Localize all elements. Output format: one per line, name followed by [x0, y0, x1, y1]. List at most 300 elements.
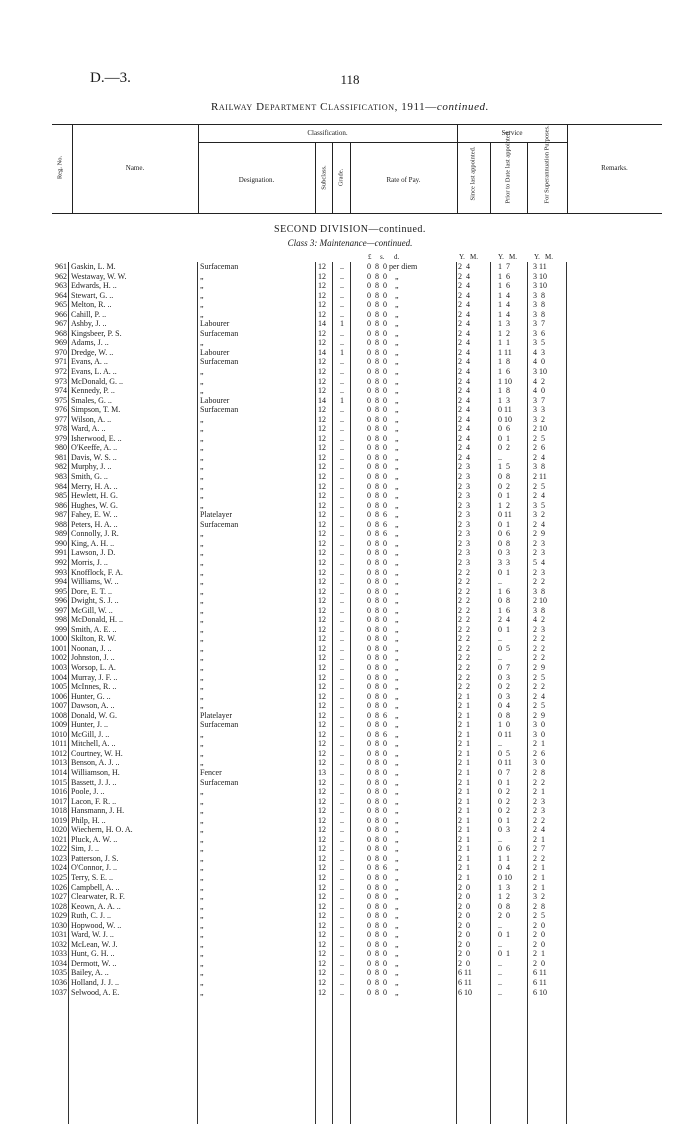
cell-grd: .. [340, 424, 344, 434]
cell-no: 1012 [51, 748, 67, 758]
cell-name: Wilson, A. .. [71, 414, 112, 424]
service-header: Service [501, 129, 523, 137]
cell-rate: 0 8 0 „ [367, 319, 399, 329]
cell-grd: .. [340, 567, 344, 577]
cell-s1: 2 4 [458, 405, 470, 415]
cell-s2: .. [498, 920, 502, 930]
cell-sub: 12 [318, 758, 326, 768]
cell-s3: 4 3 [533, 347, 545, 357]
cell-sub: 12 [318, 481, 326, 491]
cell-name: Gaskin, L. M. [71, 262, 116, 271]
cell-grd: .. [340, 634, 344, 644]
cell-rate: 0 8 0 „ [367, 662, 399, 672]
cell-grd: .. [340, 443, 344, 453]
table-row [30, 319, 670, 329]
cell-desig: „ [200, 452, 204, 462]
cell-name: Evans, A. .. [71, 357, 108, 367]
table-row [30, 472, 670, 482]
cell-s2: .. [498, 834, 502, 844]
cell-s2: .. [498, 968, 502, 978]
cell-s3: 2 4 [533, 452, 545, 462]
cell-s3: 3 5 [533, 338, 545, 348]
cell-desig: „ [200, 882, 204, 892]
cell-sub: 12 [318, 834, 326, 844]
cell-grd: .. [340, 939, 344, 949]
cell-rate: 0 8 0 „ [367, 653, 399, 663]
cell-grd: .. [340, 739, 344, 749]
cell-desig: „ [200, 949, 204, 959]
classification-header: Classification. [307, 129, 348, 137]
table-row [30, 930, 670, 940]
cell-no: 1006 [51, 691, 67, 701]
table-row [30, 663, 670, 673]
table-row [30, 587, 670, 597]
cell-s3: 2 8 [533, 901, 545, 911]
table-row [30, 806, 670, 816]
cell-name: Hunter, G. .. [71, 691, 111, 701]
table-row [30, 338, 670, 348]
cell-grd: .. [340, 920, 344, 930]
cell-s3: 2 4 [533, 491, 545, 501]
cell-s2: 0 1 [498, 777, 510, 787]
cell-name: Ashby, J. .. [71, 319, 107, 329]
cell-no: 1037 [51, 987, 67, 997]
cell-s1: 2 0 [458, 882, 470, 892]
table-row [30, 596, 670, 606]
cell-sub: 12 [318, 271, 326, 281]
cell-grd: .. [340, 777, 344, 787]
cell-name: Patterson, J. S. [71, 853, 119, 863]
cell-sub: 12 [318, 472, 326, 482]
cell-s2: 0 2 [498, 806, 510, 816]
cell-rate: 0 8 6 „ [367, 529, 399, 539]
cell-no: 1003 [51, 662, 67, 672]
cell-grd: .. [340, 958, 344, 968]
cell-grd: .. [340, 911, 344, 921]
cell-sub: 12 [318, 357, 326, 367]
cell-rate: 0 8 0 „ [367, 920, 399, 930]
designation-header: Designation. [238, 176, 275, 184]
cell-sub: 12 [318, 367, 326, 377]
cell-grd: .. [340, 262, 344, 271]
cell-sub: 12 [318, 682, 326, 692]
cell-desig: „ [200, 787, 204, 797]
cell-sub: 12 [318, 720, 326, 730]
cell-rate: 0 8 6 „ [367, 863, 399, 873]
cell-name: Peters, H. A. .. [71, 519, 118, 529]
cell-no: 996 [55, 596, 67, 606]
cell-desig: „ [200, 939, 204, 949]
cell-s3: 2 1 [533, 873, 545, 882]
cell-grd: .. [340, 615, 344, 625]
table-row [30, 758, 670, 768]
cell-sub: 12 [318, 873, 326, 882]
cell-grd: .. [340, 729, 344, 739]
page-number: 118 [340, 72, 360, 87]
table-row [30, 653, 670, 663]
cell-s2: 1 6 [498, 281, 510, 291]
cell-no: 995 [55, 586, 67, 596]
cell-sub: 12 [318, 653, 326, 663]
cell-grd: .. [340, 662, 344, 672]
cell-sub: 12 [318, 557, 326, 567]
cell-s2: 1 8 [498, 386, 510, 396]
cell-grd: .. [340, 290, 344, 300]
cell-no: 975 [55, 395, 67, 405]
cell-desig: „ [200, 290, 204, 300]
cell-s3: 2 2 [533, 853, 545, 863]
cell-desig: „ [200, 892, 204, 902]
cell-no: 1029 [51, 911, 67, 921]
cell-sub: 12 [318, 911, 326, 921]
cell-sub: 12 [318, 548, 326, 558]
cell-grd: .. [340, 557, 344, 567]
cell-no: 971 [55, 357, 67, 367]
month-label-1: M. [470, 253, 478, 261]
cell-rate: 0 8 6 „ [367, 510, 399, 520]
cell-name: Ruth, C. J. .. [71, 911, 112, 921]
cell-desig: „ [200, 586, 204, 596]
cell-s2: 1 1 [498, 338, 510, 348]
cell-grd: .. [340, 605, 344, 615]
cell-s3: 3 10 [533, 367, 547, 377]
cell-s2: 1 4 [498, 300, 510, 310]
cell-s2: .. [498, 939, 502, 949]
table-row [30, 462, 670, 472]
cell-rate: 0 8 0 „ [367, 806, 399, 816]
cell-sub: 12 [318, 796, 326, 806]
cell-name: Benson, A. J. .. [71, 758, 120, 768]
year-label-1: Y. [459, 253, 465, 261]
cell-s2: 0 1 [498, 567, 510, 577]
cell-sub: 12 [318, 892, 326, 902]
cell-s1: 2 3 [458, 500, 470, 510]
cell-s1: 2 1 [458, 853, 470, 863]
cell-desig: „ [200, 271, 204, 281]
cell-s3: 2 1 [533, 834, 545, 844]
cell-desig: Surfaceman [200, 262, 239, 271]
cell-name: Westaway, W. W. [71, 271, 127, 281]
cell-sub: 12 [318, 643, 326, 653]
cell-s1: 2 1 [458, 777, 470, 787]
cell-rate: 0 8 0 „ [367, 892, 399, 902]
cell-desig: „ [200, 538, 204, 548]
cell-rate: 0 8 0 „ [367, 605, 399, 615]
cell-no: 981 [55, 452, 67, 462]
cell-grd: .. [340, 672, 344, 682]
cell-s2: 1 3 [498, 395, 510, 405]
cell-no: 999 [55, 624, 67, 634]
cell-no: 1031 [51, 930, 67, 940]
cell-desig: „ [200, 978, 204, 988]
cell-sub: 14 [318, 395, 326, 405]
cell-s1: 2 1 [458, 815, 470, 825]
cell-desig: „ [200, 386, 204, 396]
cell-name: Bassett, J. J. .. [71, 777, 117, 787]
cell-name: Noonan, J. .. [71, 643, 112, 653]
cell-desig: Labourer [200, 319, 230, 329]
cell-s3: 2 2 [533, 577, 545, 587]
cell-grd: .. [340, 577, 344, 587]
cell-s3: 2 3 [533, 548, 545, 558]
cell-desig: „ [200, 968, 204, 978]
cell-desig: Surfaceman [200, 328, 239, 338]
year-label-2: Y. [498, 253, 504, 261]
cell-sub: 12 [318, 806, 326, 816]
table-row [30, 615, 670, 625]
cell-name: Williams, W. .. [71, 577, 119, 587]
cell-desig: „ [200, 758, 204, 768]
cell-sub: 12 [318, 386, 326, 396]
table-row [30, 892, 670, 902]
cell-s1: 2 2 [458, 682, 470, 692]
cell-grd: .. [340, 357, 344, 367]
cell-desig: „ [200, 481, 204, 491]
cell-rate: 0 8 0 „ [367, 491, 399, 501]
cell-sub: 12 [318, 949, 326, 959]
cell-name: McInnes, R. .. [71, 682, 117, 692]
cell-desig: „ [200, 376, 204, 386]
cell-name: Davis, W. S. .. [71, 452, 117, 462]
cell-s3: 4 2 [533, 376, 545, 386]
cell-s2: 1 0 [498, 720, 510, 730]
cell-desig: „ [200, 309, 204, 319]
table-row [30, 701, 670, 711]
cell-s1: 2 2 [458, 624, 470, 634]
cell-s1: 2 4 [458, 319, 470, 329]
cell-no: 1030 [51, 920, 67, 930]
cell-sub: 12 [318, 586, 326, 596]
table-row [30, 778, 670, 788]
cell-s3: 3 7 [533, 395, 545, 405]
cell-name: Smith, G. .. [71, 472, 108, 482]
cell-s3: 2 9 [533, 662, 545, 672]
cell-grd: .. [340, 834, 344, 844]
cell-s2: 0 1 [498, 433, 510, 443]
cell-s3: 3 10 [533, 281, 547, 291]
cell-s1: 2 2 [458, 662, 470, 672]
table-row [30, 873, 670, 883]
cell-name: Dermott, W. .. [71, 958, 117, 968]
cell-name: Kingsbeer, P. S. [71, 328, 122, 338]
cell-s3: 4 0 [533, 386, 545, 396]
cell-rate: 0 8 0 „ [367, 939, 399, 949]
table-row [30, 835, 670, 845]
cell-desig: „ [200, 691, 204, 701]
cell-s3: 2 7 [533, 844, 545, 854]
cell-no: 967 [55, 319, 67, 329]
cell-s1: 2 4 [458, 300, 470, 310]
cell-s1: 2 3 [458, 519, 470, 529]
table-header [52, 124, 662, 214]
cell-s2: 0 10 [498, 414, 512, 424]
cell-s1: 2 1 [458, 739, 470, 749]
cell-s3: 4 2 [533, 615, 545, 625]
cell-sub: 12 [318, 290, 326, 300]
cell-grd: .. [340, 328, 344, 338]
cell-grd: .. [340, 787, 344, 797]
cell-grd: .. [340, 300, 344, 310]
cell-name: McDonald, H. .. [71, 615, 123, 625]
cell-sub: 12 [318, 405, 326, 415]
cell-desig: „ [200, 605, 204, 615]
cell-rate: 0 8 0 „ [367, 624, 399, 634]
cell-grd: .. [340, 978, 344, 988]
cell-s3: 2 2 [533, 777, 545, 787]
cell-name: Terry, S. E. .. [71, 873, 114, 882]
cell-desig: Platelayer [200, 710, 232, 720]
table-row [30, 510, 670, 520]
cell-no: 1026 [51, 882, 67, 892]
pound-label: £ [368, 253, 372, 261]
cell-sub: 12 [318, 901, 326, 911]
cell-no: 1018 [51, 806, 67, 816]
cell-desig: „ [200, 281, 204, 291]
cell-name: Hopwood, W. .. [71, 920, 122, 930]
cell-s3: 2 1 [533, 863, 545, 873]
cell-no: 1035 [51, 968, 67, 978]
cell-s2: .. [498, 978, 502, 988]
cell-no: 991 [55, 548, 67, 558]
cell-s3: 2 3 [533, 567, 545, 577]
month-label-3: M. [545, 253, 553, 261]
cell-rate: 0 8 0 „ [367, 873, 399, 882]
table-row [30, 539, 670, 549]
cell-s3: 3 8 [533, 309, 545, 319]
cell-s2: .. [498, 577, 502, 587]
table-row [30, 883, 670, 893]
cell-sub: 12 [318, 729, 326, 739]
cell-grd: .. [340, 844, 344, 854]
cell-no: 986 [55, 500, 67, 510]
subclass-header: Subclass. [320, 165, 328, 190]
cell-grd: .. [340, 796, 344, 806]
table-row [30, 396, 670, 406]
table-row [30, 377, 670, 387]
cell-s1: 2 4 [458, 281, 470, 291]
cell-desig: „ [200, 500, 204, 510]
cell-s1: 2 2 [458, 567, 470, 577]
cell-desig: „ [200, 557, 204, 567]
table-row [30, 816, 670, 826]
table-row [30, 453, 670, 463]
cell-grd: .. [340, 452, 344, 462]
cell-s3: 3 5 [533, 500, 545, 510]
cell-s3: 3 8 [533, 462, 545, 472]
cell-grd: .. [340, 987, 344, 997]
table-row [30, 787, 670, 797]
cell-sub: 12 [318, 519, 326, 529]
pence-label: d. [394, 253, 400, 261]
cell-rate: 0 8 0 „ [367, 767, 399, 777]
cell-s1: 2 1 [458, 758, 470, 768]
cell-name: Hughes, W. G. [71, 500, 118, 510]
table-row [30, 854, 670, 864]
cell-name: Cahill, P. .. [71, 309, 107, 319]
cell-grd: .. [340, 472, 344, 482]
cell-grd: .. [340, 748, 344, 758]
cell-s2: 0 3 [498, 825, 510, 835]
cell-name: Dawson, A. .. [71, 701, 115, 711]
cell-name: Edwards, H. .. [71, 281, 117, 291]
cell-rate: 0 8 0 „ [367, 548, 399, 558]
cell-no: 973 [55, 376, 67, 386]
cell-no: 969 [55, 338, 67, 348]
cell-grd: .. [340, 815, 344, 825]
cell-no: 1008 [51, 710, 67, 720]
cell-grd: .. [340, 433, 344, 443]
table-row [30, 625, 670, 635]
cell-desig: „ [200, 443, 204, 453]
cell-desig: Surfaceman [200, 519, 239, 529]
cell-s3: 2 3 [533, 796, 545, 806]
cell-sub: 12 [318, 739, 326, 749]
cell-grd: .. [340, 405, 344, 415]
prior-header: Prior to Date last appointed. [504, 130, 512, 204]
cell-desig: Surfaceman [200, 720, 239, 730]
cell-rate: 0 8 0 „ [367, 424, 399, 434]
cell-name: Poole, J. .. [71, 787, 105, 797]
cell-s3: 2 3 [533, 806, 545, 816]
cell-no: 990 [55, 538, 67, 548]
cell-no: 1007 [51, 701, 67, 711]
cell-name: Connolly, J. R. [71, 529, 119, 539]
cell-rate: 0 8 0 „ [367, 538, 399, 548]
cell-s1: 2 1 [458, 806, 470, 816]
cell-desig: „ [200, 548, 204, 558]
cell-s3: 3 2 [533, 510, 545, 520]
cell-no: 982 [55, 462, 67, 472]
cell-desig: „ [200, 729, 204, 739]
cell-sub: 12 [318, 624, 326, 634]
cell-s1: 2 1 [458, 691, 470, 701]
cell-no: 1000 [51, 634, 67, 644]
class-heading: Class 3: Maintenance—continued. [287, 238, 413, 248]
cell-rate: 0 8 0 „ [367, 825, 399, 835]
cell-s2: 0 8 [498, 472, 510, 482]
cell-rate: 0 8 0 per diem [367, 262, 418, 271]
cell-grd: .. [340, 386, 344, 396]
cell-s3: 3 2 [533, 414, 545, 424]
cell-desig: Platelayer [200, 510, 232, 520]
table-row [30, 577, 670, 587]
cell-rate: 0 8 0 „ [367, 309, 399, 319]
table-row [30, 673, 670, 683]
cell-grd: .. [340, 376, 344, 386]
table-row [30, 921, 670, 931]
cell-name: McLean, W. J. [71, 939, 118, 949]
table-row [30, 482, 670, 492]
cell-sub: 12 [318, 615, 326, 625]
cell-sub: 12 [318, 787, 326, 797]
cell-grd: .. [340, 643, 344, 653]
cell-sub: 12 [318, 309, 326, 319]
cell-desig: „ [200, 834, 204, 844]
cell-s2: 1 11 [498, 347, 512, 357]
cell-name: Dore, E. T. .. [71, 586, 113, 596]
cell-name: Smales, G. .. [71, 395, 112, 405]
cell-s2: .. [498, 653, 502, 663]
cell-rate: 0 8 0 „ [367, 338, 399, 348]
cell-sub: 12 [318, 939, 326, 949]
cell-name: Melton, R. .. [71, 300, 112, 310]
cell-no: 1009 [51, 720, 67, 730]
table-row [30, 978, 670, 988]
page-title [0, 101, 700, 113]
cell-rate: 0 8 0 „ [367, 481, 399, 491]
cell-s2: 0 1 [498, 491, 510, 501]
cell-sub: 12 [318, 433, 326, 443]
